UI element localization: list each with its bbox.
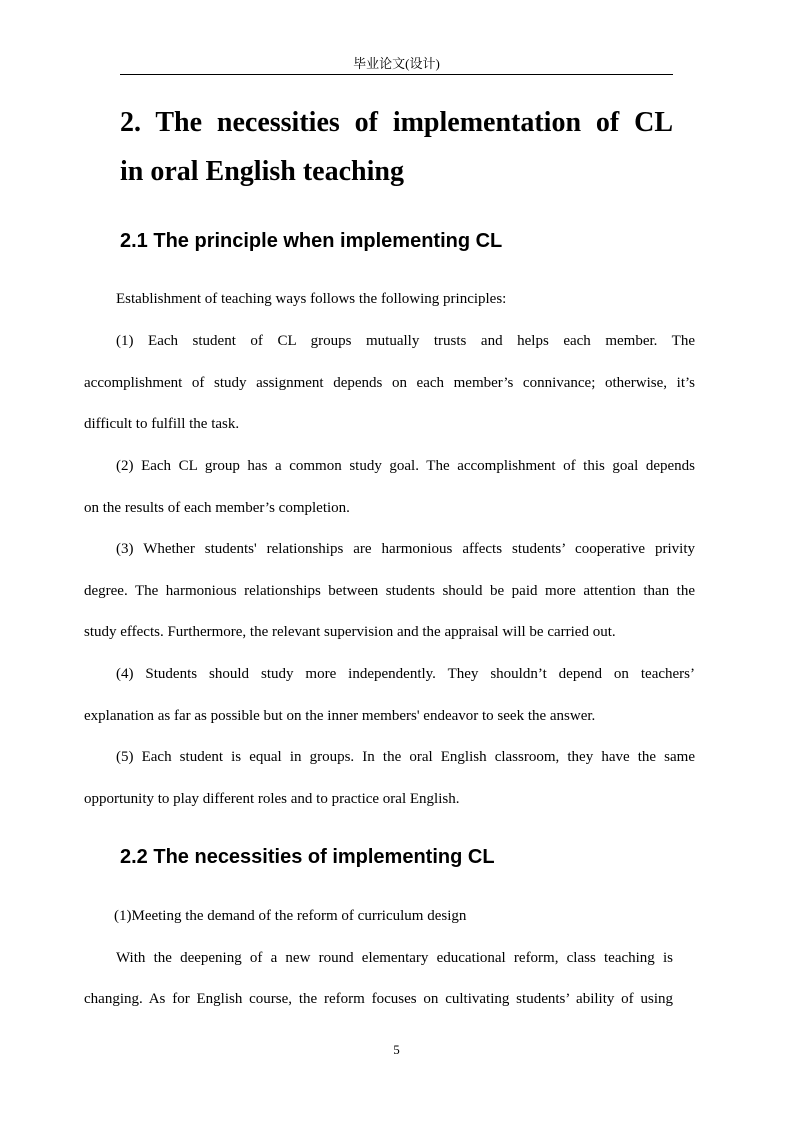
principle-3-line-2: degree. The harmonious relationships between students should be paid more attention than the <box>84 583 695 599</box>
principle-1-line-1: (1) Each student of CL groups mutually trusts and helps each member. The <box>116 333 695 349</box>
principle-5-line-2: opportunity to play different roles and to practice oral English. <box>84 791 460 807</box>
chapter-title-line-1: 2. The necessities of implementation of CL <box>120 107 673 138</box>
paragraph-line-1: With the deepening of a new round elementary educational reform, class teaching is <box>116 950 673 966</box>
section-heading-2-2: 2.2 The necessities of implementing CL <box>120 846 495 868</box>
principle-3-line-3: study effects. Furthermore, the relevant supervision and the appraisal will be carried out. <box>84 624 616 640</box>
principle-1-line-2: accomplishment of study assignment depends on each member’s connivance; otherwise, it’s <box>84 375 695 391</box>
header-rule <box>120 74 673 75</box>
subheading-1: (1)Meeting the demand of the reform of curriculum design <box>114 908 467 924</box>
principle-2-line-2: on the results of each member’s completion. <box>84 500 350 516</box>
principle-4-line-2: explanation as far as possible but on the inner members' endeavor to seek the answer. <box>84 708 596 724</box>
chapter-title-line-2: in oral English teaching <box>120 156 404 187</box>
principle-1-line-3: difficult to fulfill the task. <box>84 416 240 432</box>
section-heading-2-1: 2.1 The principle when implementing CL <box>120 230 503 252</box>
paragraph-line-2: changing. As for English course, the reform focuses on cultivating students’ ability of using <box>84 991 673 1007</box>
principle-4-line-1: (4) Students should study more independently. They shouldn’t depend on teachers’ <box>116 666 695 682</box>
intro-paragraph: Establishment of teaching ways follows the following principles: <box>116 291 507 307</box>
principle-3-line-1: (3) Whether students' relationships are harmonious affects students’ cooperative privity <box>116 541 695 557</box>
page-number: 5 <box>393 1042 400 1057</box>
principle-5-line-1: (5) Each student is equal in groups. In the oral English classroom, they have the same <box>116 749 695 765</box>
principle-2-line-1: (2) Each CL group has a common study goal. The accomplishment of this goal depends <box>116 458 695 474</box>
running-header: 毕业论文(设计) <box>353 56 440 71</box>
